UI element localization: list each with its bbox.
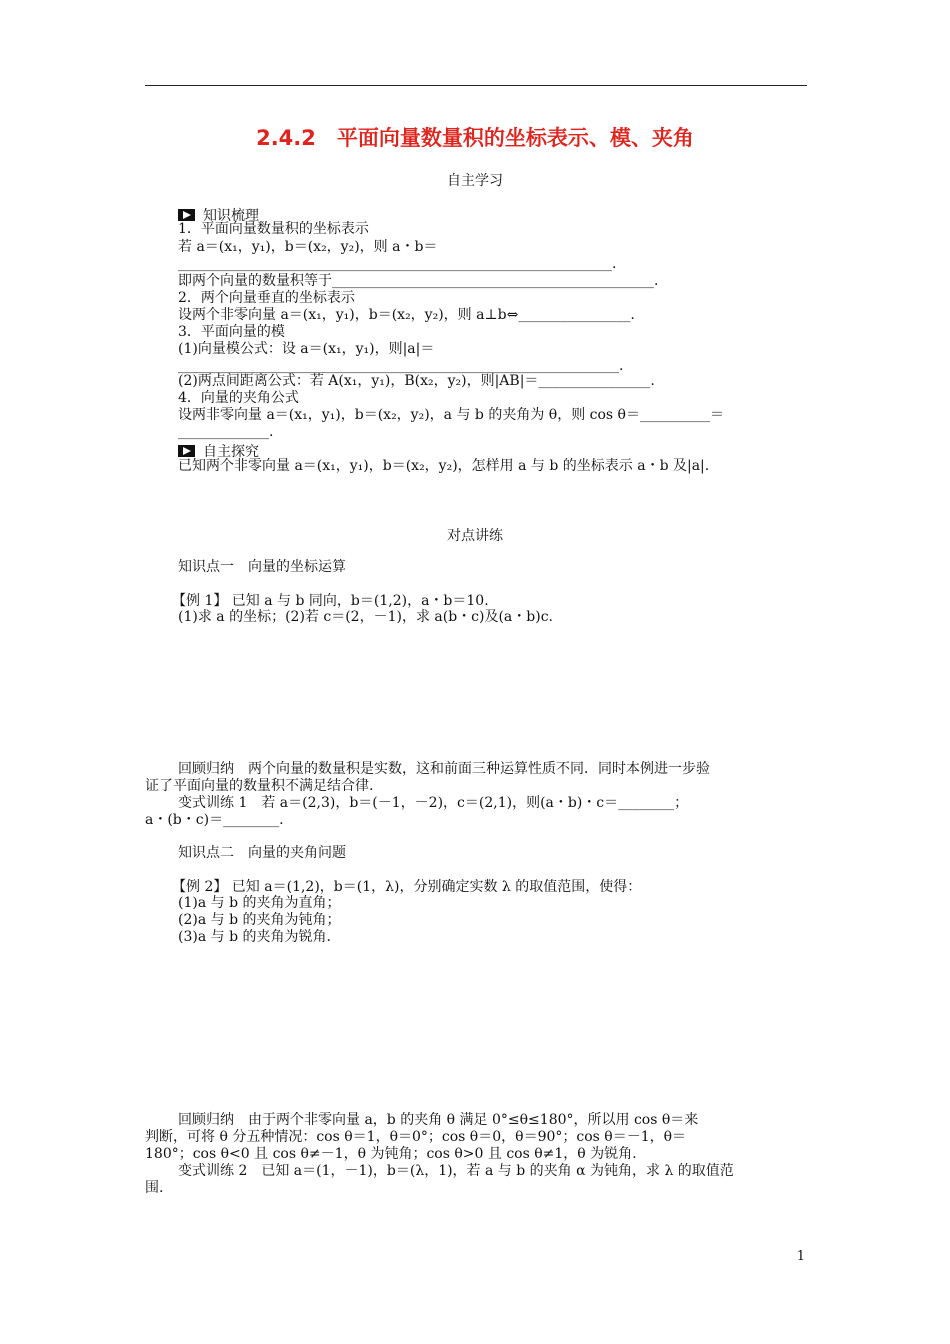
- knowledge-point-heading: 知识点一 向量的坐标运算: [178, 559, 346, 575]
- example-line: 【例 2】 已知 a＝(1,2)，b＝(1，λ)，分别确定实数 λ 的取值范围，使得：: [172, 879, 642, 895]
- exercise-line: 围.: [145, 1180, 164, 1196]
- play-triangle-icon: [178, 445, 195, 457]
- text-line: 1．平面向量数量积的坐标表示: [178, 221, 369, 237]
- text-line: 已知两个非零向量 a＝(x₁，y₁)，b＝(x₂，y₂)，怎样用 a 与 b 的坐标表示 a・b 及|a|.: [178, 458, 710, 474]
- example-line: (1)求 a 的坐标；(2)若 c＝(2，－1)，求 a(b・c)及(a・b)c.: [178, 609, 553, 625]
- exercise-line: 变式训练 2 已知 a＝(1，－1)，b＝(λ，1)，若 a 与 b 的夹角 α 为钝角，求 λ 的取值范: [178, 1163, 734, 1179]
- review-line: 判断，可将 θ 分五种情况：cos θ＝1，θ＝0°；cos θ＝0，θ＝90°；cos θ＝－1，θ＝: [145, 1129, 687, 1145]
- review-line: 证了平面向量的数量积不满足结合律.: [145, 778, 374, 794]
- exercise-line: 变式训练 1 若 a＝(2,3)，b＝(－1，－2)，c＝(2,1)，则(a・b)・c＝________；: [178, 795, 689, 811]
- text-line: 设两个非零向量 a＝(x₁，y₁)，b＝(x₂，y₂)，则 a⊥b⇔________________.: [178, 307, 635, 323]
- knowledge-point-heading: 知识点二 向量的夹角问题: [178, 845, 346, 861]
- example-line: 【例 1】 已知 a 与 b 同向，b＝(1,2)，a・b＝10.: [172, 593, 489, 609]
- page-title: 2.4.2 平面向量数量积的坐标表示、模、夹角: [256, 126, 694, 150]
- example-line: (1)a 与 b 的夹角为直角；: [178, 895, 341, 911]
- text-line: 3．平面向量的模: [178, 324, 285, 340]
- section-heading-practice: 对点讲练: [447, 528, 503, 544]
- text-line: 即两个向量的数量积等于______________________________________________.: [178, 273, 659, 289]
- text-line: 2．两个向量垂直的坐标表示: [178, 290, 355, 306]
- example-line: (3)a 与 b 的夹角为锐角.: [178, 929, 331, 945]
- page-number: 1: [796, 1249, 805, 1264]
- review-line: 回顾归纳 两个向量的数量积是实数，这和前面三种运算性质不同．同时本例进一步验: [178, 761, 710, 777]
- knowledge-summary-label: 知识梳理: [203, 208, 259, 224]
- text-line: 4．向量的夹角公式: [178, 390, 299, 406]
- text-line: 设两非零向量 a＝(x₁，y₁)，b＝(x₂，y₂)，a 与 b 的夹角为 θ，则 cos θ＝__________＝: [178, 407, 724, 423]
- text-line: _____________.: [178, 424, 274, 440]
- review-line: 回顾归纳 由于两个非零向量 a，b 的夹角 θ 满足 0°≤θ≤180°，所以用 cos θ＝来: [178, 1112, 699, 1128]
- exercise-line: a・(b・c)＝________.: [145, 812, 284, 828]
- text-line: (1)向量模公式：设 a＝(x₁，y₁)，则|a|＝: [178, 341, 435, 357]
- section-heading-self-study: 自主学习: [447, 173, 503, 189]
- self-explore-label: 自主探究: [203, 444, 259, 460]
- review-line: 180°；cos θ<0 且 cos θ≠－1，θ 为钝角；cos θ>0 且 cos θ≠1，θ 为锐角.: [145, 1146, 637, 1162]
- text-line: ______________________________________________________________.: [178, 256, 617, 272]
- header-rule: [145, 85, 807, 86]
- text-line: _______________________________________________________________.: [178, 358, 624, 374]
- text-line: (2)两点间距离公式：若 A(x₁，y₁)，B(x₂，y₂)，则|AB|＝________________.: [178, 373, 655, 389]
- example-line: (2)a 与 b 的夹角为钝角；: [178, 912, 341, 928]
- text-line: 若 a＝(x₁，y₁)，b＝(x₂，y₂)，则 a・b＝: [178, 239, 438, 255]
